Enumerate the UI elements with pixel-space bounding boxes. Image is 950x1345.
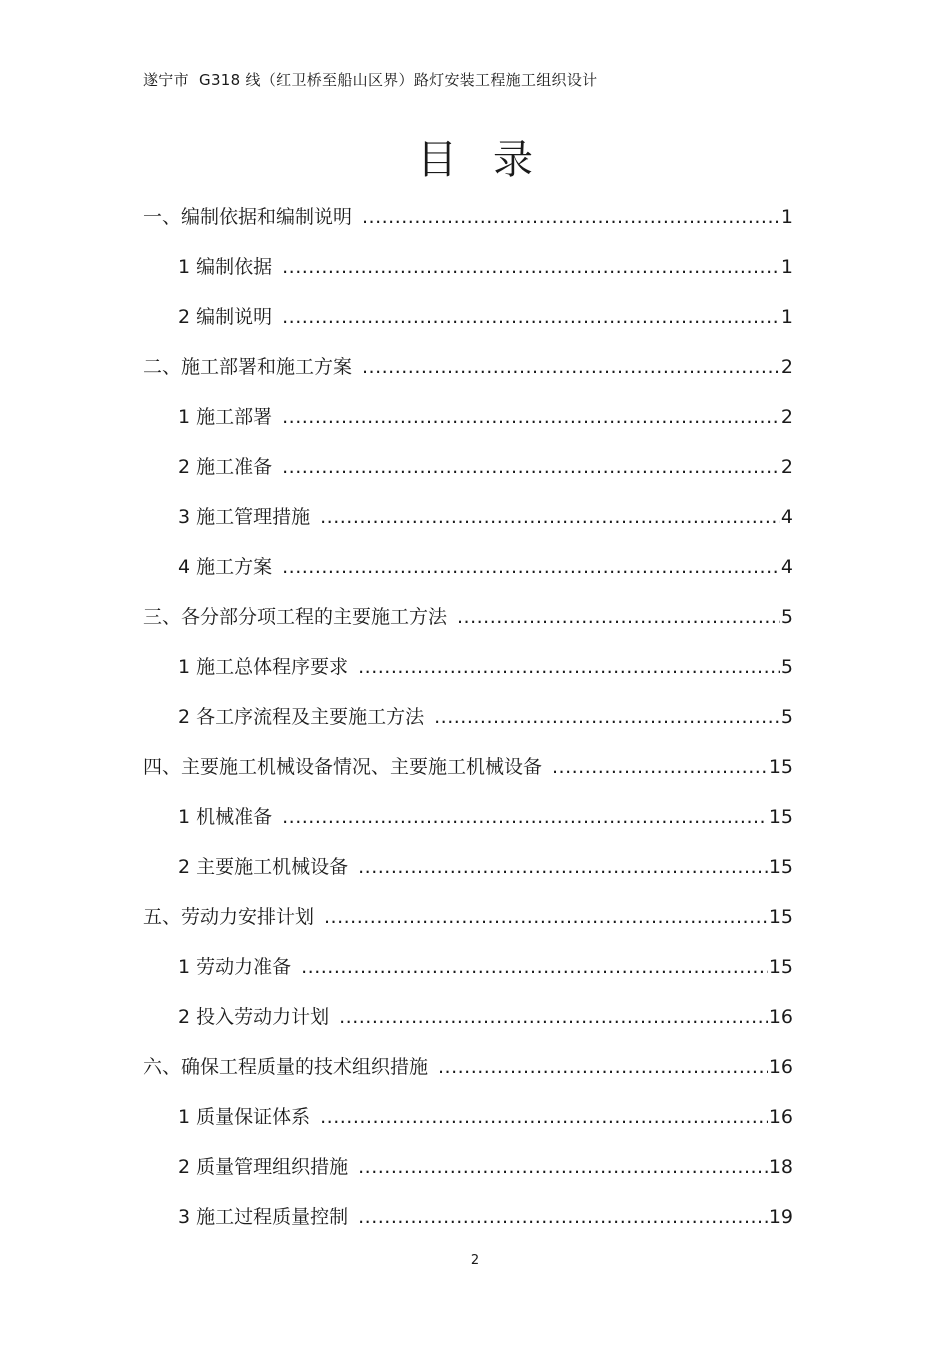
- toc-entry-page: 4: [780, 506, 793, 528]
- toc-entry-page: 16: [768, 1106, 793, 1128]
- toc-entry-page: 1: [780, 206, 793, 228]
- dot-leader: [358, 1150, 768, 1184]
- dot-leader: [282, 800, 768, 834]
- toc-entry-page: 15: [768, 956, 793, 978]
- toc-entry-label: 四、主要施工机械设备情况、主要施工机械设备: [143, 756, 543, 778]
- dot-leader: [457, 600, 780, 634]
- toc-entry-label: 五、劳动力安排计划: [143, 906, 315, 928]
- toc-entry-label: 1 编制依据: [178, 256, 273, 278]
- dot-leader: [282, 300, 780, 334]
- toc-section[interactable]: [143, 600, 793, 650]
- toc-entry-label: 2 施工准备: [178, 456, 273, 478]
- dot-leader: [339, 1000, 768, 1034]
- dot-leader: [362, 350, 780, 384]
- toc-subsection[interactable]: [143, 700, 793, 750]
- toc-entry-page: 15: [768, 806, 793, 828]
- toc-entry-label: 2 主要施工机械设备: [178, 856, 349, 878]
- toc-subsection[interactable]: [143, 400, 793, 450]
- toc-entry-label: 2 编制说明: [178, 306, 273, 328]
- toc-section[interactable]: [143, 750, 793, 800]
- toc-entry-page: 15: [768, 856, 793, 878]
- toc-entry-label: 2 投入劳动力计划: [178, 1006, 330, 1028]
- toc-subsection[interactable]: [143, 850, 793, 900]
- toc-entry-page: 18: [768, 1156, 793, 1178]
- toc-subsection[interactable]: [143, 250, 793, 300]
- toc-entry-page: 16: [768, 1056, 793, 1078]
- toc-entry-page: 1: [780, 256, 793, 278]
- toc-entry-label: 一、编制依据和编制说明: [143, 206, 353, 228]
- dot-leader: [320, 500, 780, 534]
- toc-entry-page: 15: [768, 906, 793, 928]
- toc-subsection[interactable]: [143, 1150, 793, 1200]
- page-number: 2: [470, 1253, 480, 1268]
- toc-entry-label: 二、施工部署和施工方案: [143, 356, 353, 378]
- toc-entry-label: 1 施工总体程序要求: [178, 656, 349, 678]
- toc-subsection[interactable]: [143, 500, 793, 550]
- toc-entry-page: 1: [780, 306, 793, 328]
- toc-entry-page: 15: [768, 756, 793, 778]
- dot-leader: [358, 850, 768, 884]
- dot-leader: [434, 700, 780, 734]
- toc-section[interactable]: [143, 1050, 793, 1100]
- dot-leader: [358, 1200, 768, 1234]
- toc-subsection[interactable]: [143, 550, 793, 600]
- toc-section[interactable]: [143, 200, 793, 250]
- toc-entry-label: 1 质量保证体系: [178, 1106, 311, 1128]
- dot-leader: [438, 1050, 768, 1084]
- toc-entry-label: 1 劳动力准备: [178, 956, 292, 978]
- dot-leader: [552, 750, 768, 784]
- toc-entry-label: 2 质量管理组织措施: [178, 1156, 349, 1178]
- toc-subsection[interactable]: [143, 800, 793, 850]
- toc-subsection[interactable]: [143, 450, 793, 500]
- dot-leader: [282, 550, 780, 584]
- dot-leader: [301, 950, 768, 984]
- toc-entry-label: 1 机械准备: [178, 806, 273, 828]
- toc-subsection[interactable]: [143, 650, 793, 700]
- toc-entry-label: 3 施工管理措施: [178, 506, 311, 528]
- toc-entry-label: 4 施工方案: [178, 556, 273, 578]
- toc-entry-page: 5: [780, 706, 793, 728]
- toc-entry-page: 16: [768, 1006, 793, 1028]
- dot-leader: [324, 900, 768, 934]
- toc-entry-page: 5: [780, 656, 793, 678]
- running-header: 遂宁市 G318 线（红卫桥至船山区界）路灯安装工程施工组织设计: [143, 71, 598, 89]
- dot-leader: [282, 400, 780, 434]
- toc-subsection[interactable]: [143, 300, 793, 350]
- toc-subsection[interactable]: [143, 1000, 793, 1050]
- toc-subsection[interactable]: [143, 950, 793, 1000]
- toc-entry-label: 1 施工部署: [178, 406, 273, 428]
- page-title: 目录: [417, 137, 569, 183]
- dot-leader: [362, 200, 780, 234]
- toc-entry-label: 2 各工序流程及主要施工方法: [178, 706, 425, 728]
- toc-section[interactable]: [143, 350, 793, 400]
- toc-section[interactable]: [143, 900, 793, 950]
- dot-leader: [320, 1100, 768, 1134]
- toc-entry-label: 三、各分部分项工程的主要施工方法: [143, 606, 448, 628]
- toc-entry-page: 4: [780, 556, 793, 578]
- toc-entry-label: 六、确保工程质量的技术组织措施: [143, 1056, 429, 1078]
- dot-leader: [282, 450, 780, 484]
- toc-entry-page: 19: [768, 1206, 793, 1228]
- toc-subsection[interactable]: [143, 1100, 793, 1150]
- toc-subsection[interactable]: [143, 1200, 793, 1250]
- toc-entry-page: 2: [780, 356, 793, 378]
- dot-leader: [282, 250, 780, 284]
- table-of-contents: [143, 200, 793, 1250]
- toc-entry-page: 5: [780, 606, 793, 628]
- dot-leader: [358, 650, 780, 684]
- toc-entry-label: 3 施工过程质量控制: [178, 1206, 349, 1228]
- toc-entry-page: 2: [780, 406, 793, 428]
- toc-entry-page: 2: [780, 456, 793, 478]
